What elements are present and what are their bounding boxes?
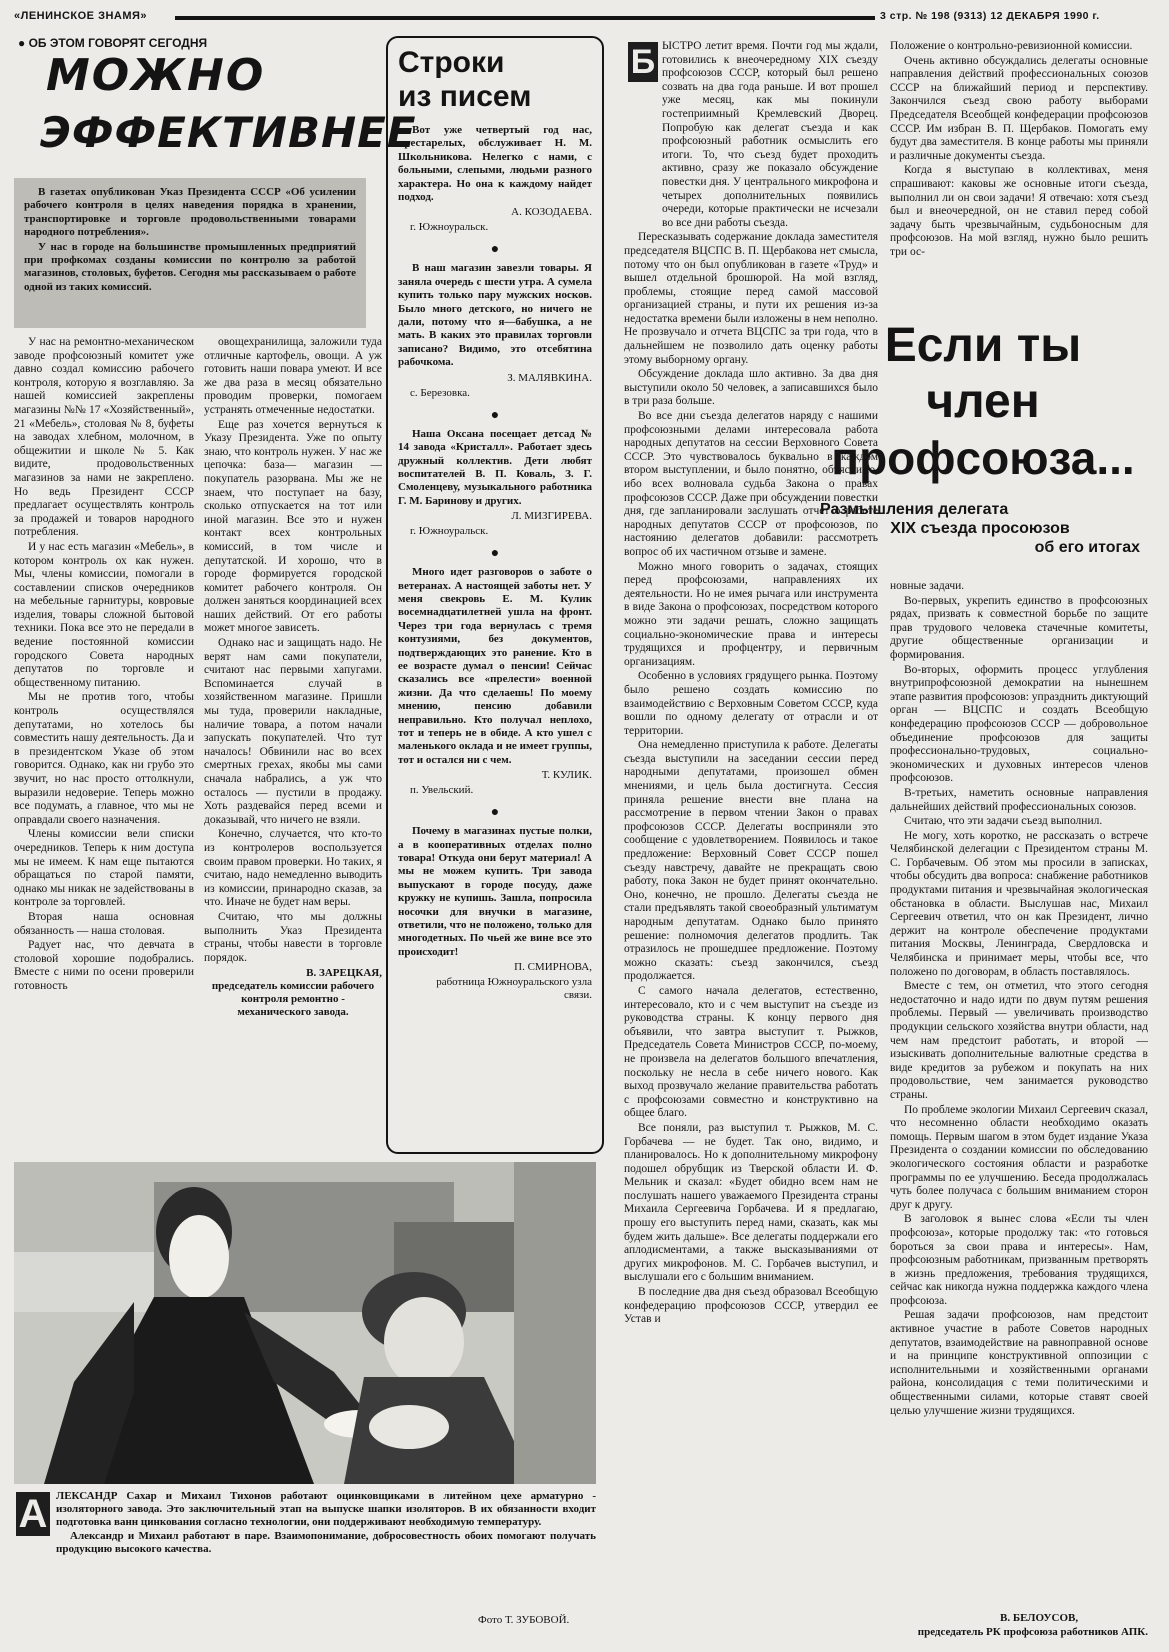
separator-dot-icon: ● <box>490 407 500 423</box>
letter-place: п. Увельский. <box>410 784 474 797</box>
letter-text: Много идет разговоров о заботе о ветеранах. А настоящей заботы нет. У меня свекровь Е. М. Кулик восемнадцатилетней ушла на фронт. Через три года вернулась с тремя контузиями, без документов, подтверждающих это ранение. Кто в ее возрасте думал о пенсии! Сейчас сказались все «прелести» военной жизни. Да что сделаешь! По моему мнению, пенсию добавили неправильно. Кто получал неплохо, тот и теперь не в обиде. А кто ушел с маленького оклада и не имеет группы, тот и остался ни с чем. <box>398 566 592 766</box>
delegate-headline-1: Если ты <box>884 319 1082 372</box>
letter-place: с. Березовка. <box>410 386 470 399</box>
photo-caption <box>56 1490 596 1556</box>
left-article-signature: В. ЗАРЕЦКАЯ, <box>306 967 382 980</box>
letter-text: Наша Оксана посещает детсад № 14 завода «Кристалл». Работает здесь дружный коллектив. Дети любят воспитателей В. П. Коваль, З. Г. Смоленцеву, музыкального работника Г. М. Баринову и других. <box>398 427 592 507</box>
letters-title-2: из писем <box>398 80 532 113</box>
letter-author: Л. МИЗГИРЕВА. <box>511 510 592 523</box>
paragraph: Мы не против того, чтобы контроль осуществлялся депутатами, но хотелось бы совместить нашу деятельность. Да и в президентском Указе об этом говорится. Однако, как ни грубо это звучит, но нас просто оттолкнули, выразили недоверие. Теперь можно все подумать, а главное, что мы не оправдали своего назначения. <box>14 691 194 826</box>
paragraph: Решая задачи профсоюзов, нам предстоит активное участие в работе Советов народных депутатов, взаимодействие на равноправной основе и на принципе конструктивной оппозиции с исполнительными и хозяйственными органами района, консолидация с теми политическими и общественными силами, которые ставят своей целью улучшение жизни трудящихся. <box>890 1309 1148 1417</box>
left-article-signature-title: председатель комиссии рабочего контроля ремонтно - механического завода. <box>211 980 375 1019</box>
rubric-label: ОБ ЭТОМ ГОВОРЯТ СЕГОДНЯ <box>28 36 208 50</box>
paragraph: Очень активно обсуждались делегаты основные направления действий профессиональных союзов СССР на ближайший период и перспективу. Закончился съезд свою работу выборами Председателя Всеобщей конфедерации профсоюзов СССР. Им избран В. П. Щербаков. Помогать ему будут два заместителя. В конце работы мы приняли и различные документы съезда. <box>890 54 1148 162</box>
paragraph: Не могу, хоть коротко, не рассказать о встрече Челябинской делегации с Президентом страны М. С. Горбачевым. Об этом мы просили в записках, чтобы обсудить два вопроса: снабжение работников продуктами питания и чрезвычайная экологическая обстановка в области. Выслушав нас, Михаил Сергеевич ответил, что он как Президент, лично держит на контроле обеспечение продуктами питания Москвы, Ленинграда, Свердловска и Челябинска и принимает меры, чтобы все, что положено по договорам, в область поставлялось. <box>890 829 1148 978</box>
headline-line-1: МОЖНО <box>46 50 266 101</box>
paragraph: Во все дни съезда делегатов наряду с нашими профсоюзными делами интересовала работа народных депутатов на сессии Верховного Совета СССР. Это чувствовалось буквально в каждом втором выступлении, и было понятно, объяснимо, ибо всех волновала судьба Закона о правах профсоюзов СССР. Даже при обсуждении повестки дня, где запланировали заслушать отчет о работе народных депутатов СССР от профсоюзов, по настоянию делегатов добавили: рассмотреть вопрос об их частичном отзыве и замене. <box>624 410 878 558</box>
photo <box>14 1162 596 1484</box>
paragraph: Вторая наша основная обязанность — наша столовая. <box>14 910 194 937</box>
paragraph: ЫСТРО летит время. Почти год мы ждали, готовились к внеочередному XIX съезду профсоюзов СССР, который был решено созвать на два года раньше. И вот прошел уже месяц, как мы покинули гостеприимный Кремлевский Дворец. Попробую как делегат съезда и как профсоюзный работник осмыслить его итоги. То, что съезд будет проходить активно, сразу же показало обсуждение повестки дня. У центрального микрофона и четырех дополнительных появились очереди, которые практически не исчезали во все дни работы съезда. <box>662 40 878 229</box>
paragraph: Члены комиссии вели списки очередников. Теперь к ним доступа мы не имеем. К нам еще пытаются обращаться по старой памяти, однако мы никак не задействованы в контроле за торговлей. <box>14 828 194 909</box>
headline-line-2: ЭФФЕКТИВНЕЕ <box>40 108 417 157</box>
delegate-column-4-top <box>890 40 1148 340</box>
delegate-subhead <box>820 500 1140 557</box>
paragraph: В заголовок я вынес слова «Если ты член профсоюза», которые продолжу так: «то готовься бороться за свои права и интересы». Нам, профсоюзным работникам, призванным претворять в жизнь предложения, требования трудящихся, сейчас как никогда нужна поддержка каждого члена профсоюза. <box>890 1213 1148 1307</box>
paragraph: новные задачи. <box>890 580 965 592</box>
masthead-newspaper: «ЛЕНИНСКОЕ ЗНАМЯ» <box>14 10 148 22</box>
masthead-issue: 3 стр. № 198 (9313) 12 ДЕКАБРЯ 1990 г. <box>880 10 1100 22</box>
letter-author: А. КОЗОДАЕВА. <box>511 206 592 219</box>
delegate-signature-title: председатель РК профсоюза работников АПК. <box>917 1626 1148 1638</box>
delegate-dropcap: Б <box>628 42 658 82</box>
paragraph: Вместе с тем, он отметил, что этого сегодня недостаточно и надо идти по двум путям решения проблемы. Первый — увеличивать производство продукции сельского хозяйства внутри области, над чем нам предстоит работать, и второй — изыскивать дополнительные валютные средства в виде кредитов за рубежом и покупать на них продовольствие, чем занимается руководство страны. <box>890 980 1148 1101</box>
paragraph: Во-первых, укрепить единство в профсоюзных рядах, призвать к совместной борьбе по защите прав трудового человека стачечные комитеты, другие общественные организации и формирования. <box>890 594 1148 661</box>
delegate-subhead-1: Размышления делегата <box>820 501 1009 518</box>
separator-dot-icon: ● <box>490 546 500 562</box>
letter-text: Вот уже четвертый год нас, престарелых, обслуживает Н. М. Школьникова. Нелегко с нами, с больными, слепыми, людьми разного характера. Но она к каждому найдет подход. <box>398 124 592 204</box>
paragraph: Положение о контрольно-ревизионной комиссии. <box>890 40 1133 52</box>
bullet-icon: ● <box>18 36 26 50</box>
photo-credit: Фото Т. ЗУБОВОЙ. <box>478 1614 570 1626</box>
paragraph: Можно много говорить о задачах, стоящих перед профсоюзами, направлениях их деятельности. Но не имея рычага или инструмента в виде Закона о профсоюзах, посредством которого можно эти задачи решать, сложно защищать социально-экономические права и интересы трудящихся и профцентру, и первичным организациям. <box>624 560 878 668</box>
paragraph: В последние два дня съезд образовал Всеобщую конфедерацию профсоюзов СССР, утвердил ее Устав и <box>624 1286 878 1326</box>
delegate-headline-3: профсоюза... <box>831 432 1135 484</box>
paragraph: Считаю, что эти задачи съезд выполнил. <box>904 815 1103 828</box>
left-article-column-1 <box>14 336 194 1096</box>
paragraph: Когда я выступаю в коллективах, меня спрашивают: каковы же основные итоги съезда, выполнил ли он свои задачи! Я отвечаю: хотя съезд был и внеочередной, он не ставил перед собой задачу быть чрезвычайным, судьбоносным для профсоюзов. На мой взгляд, нужно было решить три ос- <box>890 164 1148 258</box>
masthead-rule <box>175 16 875 20</box>
paragraph: И у нас есть магазин «Мебель», в котором контроль ох как нужен. Мы, члены комиссии, помогали в составлении списков очередников на мебельные гарнитуры, ковровые изделия, товары сложной бытовой техники. Пока все это не передали в ведение постоянной комиссии городского Совета народных депутатов по торговле и общественному питанию. <box>14 540 194 689</box>
paragraph: Однако нас и защищать надо. Не верят нам сами покупатели, считают нас первыми хапугами. Вспоминается случай в хозяйственном магазине. Пришли мы туда, проверили накладные, наличие товара, а потом начали запускать покупателей. Что тут началось! Обвинили нас во всех смертных грехах, якобы мы сами сначала набрались, а уж что осталось — пустили в продажу. Хоть раздевайся перед всеми и доказывай, что ничего не взяли. <box>204 637 382 826</box>
paragraph: Она немедленно приступила к работе. Делегаты съезда выступили на заседании сессии перед народными депутатами, произошел обмен мнениями, и цель была достигнута. Сессия приняла решение внести вне плана на рассмотрение в первом чтении Закон о правах профсоюзов СССР. Делегаты восприняли это сообщение с удовлетворением. Появилось и такое предложение: Верховный Совет СССР пошел съезду навстречу, давайте не прекращать свою работу, пока Закон не будет принят окончательно. Оно, конечно, не прошло. Делегаты съезда не стали предъявлять такой своеобразный ультиматум народным депутатам. Однако было принято решение: полномочия делегатов продлить. Так отразилось не прошедшее предложение. Поэтому можно сказать: съезд закончился, съезд продолжается. <box>624 739 878 983</box>
paragraph: Считаю, что мы должны выполнить Указ Президента страны, чтобы навести в торговле порядок. <box>204 910 382 964</box>
letter-place: г. Южноуральск. <box>410 221 489 234</box>
letter-text: В наш магазин завезли товары. Я заняла очередь с шести утра. А сумела купить только пару мужских носков. Было много детского, но ничего не дали, потому что я—бабушка, а не мать. В каких это правилах торговли записано? Видимо, это отсебятина рабочкома. <box>398 262 592 369</box>
letter-author: Т. КУЛИК. <box>541 769 592 782</box>
photo-caption-text: ЛЕКСАНДР Сахар и Михаил Тихонов работают оцинковщиками в литейном цехе арматурно - изоляторного завода. Это заключительный этап на выпуске шапки изоляторов. В их обязанности входит подготовка ванн цинкования согласно технологии, они поддерживают необходимую температуру. <box>56 1490 596 1529</box>
paragraph: Конечно, случается, что кто-то из контролеров воспользуется своим правом проверки. Но таких, я считаю, надо немедленно выводить из комиссии, принародно сказав, за что. Иначе не будет нам веры. <box>204 828 382 909</box>
photo-image <box>14 1162 596 1484</box>
delegate-signature: В. БЕЛОУСОВ, <box>1000 1612 1079 1624</box>
paragraph: Еще раз хочется вернуться к Указу Президента. Уже по опыту знаю, что контроль нужен. У нас же цепочка: база— магазин — покупатель разорвана. Мы же не знаем, что поступает на базу, сколько отпускается на тот или иной магазин. Все это и нужен контакт всех контрольных комиссий, в том числе и депутатской. И хорошо, что в городе формируется городской комитет рабочего контроля. Он должен заняться координацией всех наших действий. От его работы может многое зависеть. <box>204 418 382 635</box>
lead-paragraph-1: В газетах опубликован Указ Президента СССР «Об усилении рабочего контроля в целях наведения порядка в хранении, транспортировке и торговле продовольственными товарами народного потребления». <box>24 186 356 239</box>
lead-box <box>14 178 366 328</box>
paragraph: Во-вторых, оформить процесс углубления внутрипрофсоюзной демократии на нынешнем этапе развития профсоюзов: упразднить диктующий орган — ВЦСПС и создать Всеобщую конфедерацию профсоюзов СССР — добровольное объединение профсоюзов для защиты профессионально-трудовых, социально-экономических и духовных интересов членов профсоюзов. <box>890 663 1148 785</box>
photo-caption-lead-letter: А <box>16 1492 50 1536</box>
delegate-column-4-bottom <box>890 580 1148 1610</box>
paragraph: У нас на ремонтно-механическом заводе профсоюзный комитет уже давно создал комиссию рабочего контроля, которую я возглавляю. За нашей комиссией закреплены магазины №№ 17 «Хозяйственный», 21 «Мебель», столовая № 8, буфеты на заводах хлебном, молочном, в общежитии и школе № 5. Как видите, продовольственных магазинов за нами не закреплено. Но ведь Президент СССР предлагает осуществлять контроль за продажей и товаров народного потребления. <box>14 336 194 539</box>
rubric <box>18 36 207 50</box>
paragraph: Все поняли, раз выступил т. Рыжков, М. С. Горбачева — не будет. Так оно, видимо, и планировалось. Но к дополнительному микрофону подошел обрубщик из Тверской области И. Ф. Мельник и сказал: «Будет обидно всем нам не послушать нашего уважаемого Президента страны Михаила Сергеевича Горбачева. И я предлагаю, прошу его выступить перед нами, сказать, как мы будем жить дальше». Все делегаты поддержали его аплодисментами, а также высказываниями от других микрофонов. М. С. Горбачев выступил, и выслушали его с большим вниманием. <box>624 1121 878 1284</box>
paragraph: Пересказывать содержание доклада заместителя председателя ВЦСПС В. П. Щербакова нет смысла, потому что он был опубликован в газете «Труд» и вышел отдельной брошюрой. На мой взгляд, проблемы, стоящие перед самой массовой организацией страны, и пути их решения из-за недостатка времени были изложены в нем неполно. Не прозвучало и отчета ВЦСПС за три года, что в дальнейшем не позволило дать оценку работы этому выборному органу. <box>624 231 878 366</box>
delegate-headline-2: член <box>926 375 1040 428</box>
left-article-column-2 <box>204 336 382 1096</box>
photo-caption-text-2: Александр и Михаил работают в паре. Взаимопонимание, добросовестность обоих помогают получать продукцию высокого качества. <box>56 1529 596 1555</box>
delegate-headline <box>808 318 1158 486</box>
letter-text: Почему в магазинах пустые полки, а в кооперативных отделах полно товара! Откуда они берут материал! А мы не можем купить. Три завода выпускают в городе посуду, даже кружку не купишь. Зашла, попросила носочки для внучки в магазине, ответили, что не положено, только для многодетных. По чьей же вине все это происходит! <box>398 825 592 958</box>
letter-author: П. СМИРНОВА, <box>514 961 592 974</box>
letters-box <box>386 36 604 1154</box>
letter-place: работница Южноуральского узла связи. <box>436 976 592 1002</box>
paragraph: овощехранилища, заложили туда отличные картофель, овощи. А уж готовить наши повара умеют. И все же два раза в месяц обязательно проводим проверки, помогаем устранять отмеченные недостатки. <box>204 336 382 416</box>
letter-author: З. МАЛЯВКИНА. <box>507 371 592 384</box>
paragraph: Радует нас, что девчата в столовой хорошие подобрались. Вместе с ними по осени проверили готовность <box>14 939 194 992</box>
paragraph: По проблеме экологии Михаил Сергеевич сказал, что несомненно области необходимо оказать помощь. Первым шагом в этом будет издание Указа Президента о создании комиссии по обследованию экологического состояния области и разработке программы по ее улучшению. Беседа продолжалась чуть более получаса с большим вниманием сторон друг к другу. <box>890 1103 1148 1211</box>
lead-paragraph-2: У нас в городе на большинстве промышленных предприятий при профкомах созданы комиссии по контролю за работой магазинов, столовых, буфетов. Сегодня мы рассказываем о работе одной из таких комиссий. <box>24 240 356 293</box>
paragraph: Особенно в условиях грядущего рынка. Поэтому было решено создать комиссию по взаимодействию с Верховным Советом СССР, куда вошли по одному делегату от отрасли и от территории. <box>624 670 878 737</box>
letters-title-1: Строки <box>398 46 505 79</box>
delegate-column-3 <box>624 40 878 1640</box>
delegate-subhead-2: XIX съезда просоюзов <box>890 520 1070 537</box>
letter-place: г. Южноуральск. <box>410 525 489 538</box>
paragraph: С самого начала делегатов, естественно, интересовало, кто и с чем выступит на съезде из руководства страны. К концу первого дня объявили, что завтра выступит т. Рыжков, Председатель Совета Министров СССР, по-моему, не произвела на делегатов большого впечатления, поскольку не несла в себе ничего нового. Как выход прозвучало желание правительства работать с профсоюзами совместно и конструктивно на общее благо. <box>624 984 878 1120</box>
separator-dot-icon: ● <box>490 805 500 821</box>
paragraph: Обсуждение доклада шло активно. За два дня выступили около 50 человек, а записавшихся было в три раза больше. <box>624 368 878 408</box>
paragraph: В-третьих, наметить основные направления дальнейших действий профессиональных союзов. <box>890 786 1148 813</box>
delegate-subhead-3: об его итогах <box>1034 539 1140 556</box>
separator-dot-icon: ● <box>490 242 500 258</box>
